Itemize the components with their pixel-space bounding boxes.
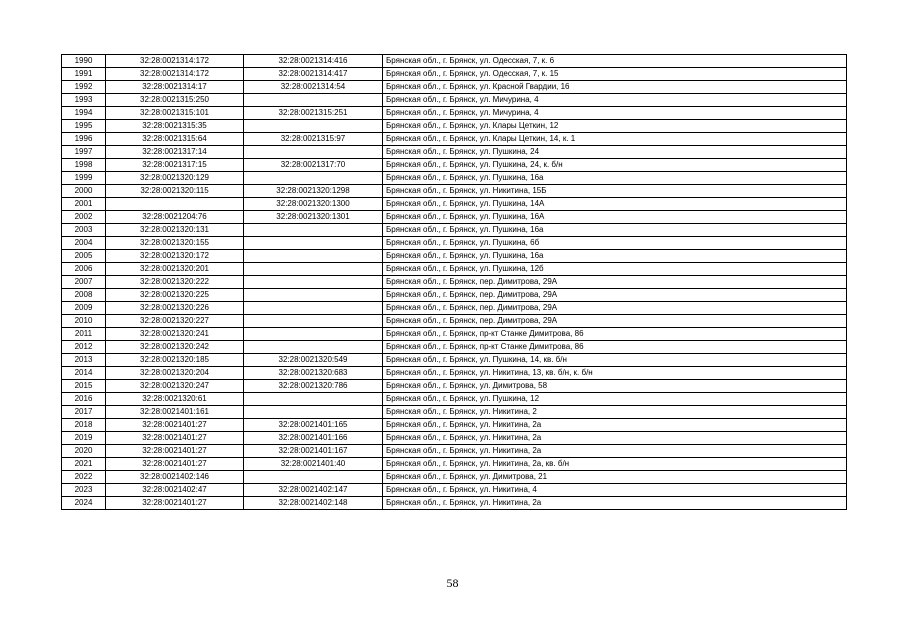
table-row bbox=[62, 302, 847, 315]
address-cell: Брянская обл., г. Брянск, пер. Димитрова, 29А bbox=[383, 302, 847, 315]
address-cell: Брянская обл., г. Брянск, ул. Никитина, 2а bbox=[383, 419, 847, 432]
cadastral-number-cell: 32:28:0021320:172 bbox=[106, 250, 244, 263]
row-number-cell: 2009 bbox=[62, 302, 106, 315]
row-number-cell: 2011 bbox=[62, 328, 106, 341]
table-row bbox=[62, 497, 847, 510]
linked-cadastral-number-cell: 32:28:0021401:166 bbox=[244, 432, 383, 445]
row-number-cell: 1996 bbox=[62, 133, 106, 146]
linked-cadastral-number-cell bbox=[244, 406, 383, 419]
linked-cadastral-number-cell bbox=[244, 302, 383, 315]
address-cell: Брянская обл., г. Брянск, ул. Никитина, 2а, кв. б/н bbox=[383, 458, 847, 471]
linked-cadastral-number-cell: 32:28:0021314:54 bbox=[244, 81, 383, 94]
row-number-cell: 1995 bbox=[62, 120, 106, 133]
address-cell: Брянская обл., г. Брянск, ул. Мичурина, 4 bbox=[383, 94, 847, 107]
linked-cadastral-number-cell bbox=[244, 341, 383, 354]
address-cell: Брянская обл., г. Брянск, ул. Никитина, 2а bbox=[383, 445, 847, 458]
linked-cadastral-number-cell: 32:28:0021320:683 bbox=[244, 367, 383, 380]
cadastral-number-cell: 32:28:0021320:201 bbox=[106, 263, 244, 276]
table-row bbox=[62, 133, 847, 146]
cadastral-number-cell: 32:28:0021401:27 bbox=[106, 497, 244, 510]
cadastral-number-cell: 32:28:0021320:226 bbox=[106, 302, 244, 315]
row-number-cell: 2010 bbox=[62, 315, 106, 328]
row-number-cell: 2008 bbox=[62, 289, 106, 302]
table-row bbox=[62, 276, 847, 289]
linked-cadastral-number-cell bbox=[244, 393, 383, 406]
linked-cadastral-number-cell: 32:28:0021315:97 bbox=[244, 133, 383, 146]
row-number-cell: 2018 bbox=[62, 419, 106, 432]
row-number-cell: 2005 bbox=[62, 250, 106, 263]
address-cell: Брянская обл., г. Брянск, ул. Никитина, 2а bbox=[383, 432, 847, 445]
address-cell: Брянская обл., г. Брянск, ул. Никитина, 2 bbox=[383, 406, 847, 419]
table-row bbox=[62, 393, 847, 406]
linked-cadastral-number-cell: 32:28:0021402:148 bbox=[244, 497, 383, 510]
row-number-cell: 1993 bbox=[62, 94, 106, 107]
cadastral-number-cell: 32:28:0021320:222 bbox=[106, 276, 244, 289]
linked-cadastral-number-cell: 32:28:0021317:70 bbox=[244, 159, 383, 172]
row-number-cell: 2024 bbox=[62, 497, 106, 510]
cadastral-number-cell: 32:28:0021402:146 bbox=[106, 471, 244, 484]
address-cell: Брянская обл., г. Брянск, ул. Пушкина, 16а bbox=[383, 172, 847, 185]
address-cell: Брянская обл., г. Брянск, ул. Красной Гвардии, 16 bbox=[383, 81, 847, 94]
cadastral-number-cell: 32:28:0021401:161 bbox=[106, 406, 244, 419]
cadastral-number-cell: 32:28:0021320:131 bbox=[106, 224, 244, 237]
address-cell: Брянская обл., г. Брянск, пер. Димитрова, 29А bbox=[383, 276, 847, 289]
address-cell: Брянская обл., г. Брянск, ул. Одесская, 7, к. 15 bbox=[383, 68, 847, 81]
linked-cadastral-number-cell bbox=[244, 250, 383, 263]
table-row bbox=[62, 471, 847, 484]
cadastral-number-cell: 32:28:0021315:64 bbox=[106, 133, 244, 146]
row-number-cell: 2000 bbox=[62, 185, 106, 198]
address-cell: Брянская обл., г. Брянск, ул. Димитрова, 21 bbox=[383, 471, 847, 484]
linked-cadastral-number-cell bbox=[244, 315, 383, 328]
registry-table-body bbox=[62, 55, 847, 510]
cadastral-number-cell: 32:28:0021320:225 bbox=[106, 289, 244, 302]
cadastral-number-cell: 32:28:0021315:35 bbox=[106, 120, 244, 133]
address-cell: Брянская обл., г. Брянск, пр-кт Станке Димитрова, 86 bbox=[383, 328, 847, 341]
table-row bbox=[62, 172, 847, 185]
linked-cadastral-number-cell bbox=[244, 276, 383, 289]
table-row bbox=[62, 198, 847, 211]
linked-cadastral-number-cell bbox=[244, 289, 383, 302]
row-number-cell: 2017 bbox=[62, 406, 106, 419]
row-number-cell: 2023 bbox=[62, 484, 106, 497]
cadastral-number-cell: 32:28:0021320:241 bbox=[106, 328, 244, 341]
row-number-cell: 2003 bbox=[62, 224, 106, 237]
row-number-cell: 2013 bbox=[62, 354, 106, 367]
table-row bbox=[62, 380, 847, 393]
table-row bbox=[62, 94, 847, 107]
row-number-cell: 2012 bbox=[62, 341, 106, 354]
table-row bbox=[62, 419, 847, 432]
linked-cadastral-number-cell bbox=[244, 94, 383, 107]
row-number-cell: 2004 bbox=[62, 237, 106, 250]
linked-cadastral-number-cell: 32:28:0021401:165 bbox=[244, 419, 383, 432]
cadastral-number-cell: 32:28:0021320:247 bbox=[106, 380, 244, 393]
row-number-cell: 1999 bbox=[62, 172, 106, 185]
table-row bbox=[62, 432, 847, 445]
row-number-cell: 1997 bbox=[62, 146, 106, 159]
address-cell: Брянская обл., г. Брянск, ул. Пушкина, 12б bbox=[383, 263, 847, 276]
address-cell: Брянская обл., г. Брянск, ул. Пушкина, 6б bbox=[383, 237, 847, 250]
address-cell: Брянская обл., г. Брянск, ул. Пушкина, 14А bbox=[383, 198, 847, 211]
row-number-cell: 1994 bbox=[62, 107, 106, 120]
linked-cadastral-number-cell bbox=[244, 237, 383, 250]
linked-cadastral-number-cell: 32:28:0021320:1301 bbox=[244, 211, 383, 224]
address-cell: Брянская обл., г. Брянск, ул. Одесская, 7, к. 6 bbox=[383, 55, 847, 68]
address-cell: Брянская обл., г. Брянск, ул. Никитина, 13, кв. б/н, к. б/н bbox=[383, 367, 847, 380]
table-row bbox=[62, 328, 847, 341]
cadastral-number-cell: 32:28:0021402:47 bbox=[106, 484, 244, 497]
linked-cadastral-number-cell: 32:28:0021314:417 bbox=[244, 68, 383, 81]
table-row bbox=[62, 484, 847, 497]
row-number-cell: 1991 bbox=[62, 68, 106, 81]
cadastral-number-cell: 32:28:0021320:115 bbox=[106, 185, 244, 198]
row-number-cell: 2001 bbox=[62, 198, 106, 211]
row-number-cell: 2020 bbox=[62, 445, 106, 458]
table-row bbox=[62, 289, 847, 302]
cadastral-number-cell: 32:28:0021320:227 bbox=[106, 315, 244, 328]
row-number-cell: 2002 bbox=[62, 211, 106, 224]
table-row bbox=[62, 263, 847, 276]
address-cell: Брянская обл., г. Брянск, ул. Клары Цеткин, 12 bbox=[383, 120, 847, 133]
table-row bbox=[62, 146, 847, 159]
table-row bbox=[62, 159, 847, 172]
linked-cadastral-number-cell: 32:28:0021320:786 bbox=[244, 380, 383, 393]
cadastral-number-cell: 32:28:0021401:27 bbox=[106, 432, 244, 445]
address-cell: Брянская обл., г. Брянск, ул. Мичурина, 4 bbox=[383, 107, 847, 120]
table-row bbox=[62, 185, 847, 198]
table-row bbox=[62, 315, 847, 328]
cadastral-number-cell: 32:28:0021314:172 bbox=[106, 55, 244, 68]
address-cell: Брянская обл., г. Брянск, пр-кт Станке Димитрова, 86 bbox=[383, 341, 847, 354]
cadastral-number-cell: 32:28:0021317:15 bbox=[106, 159, 244, 172]
table-row bbox=[62, 354, 847, 367]
address-cell: Брянская обл., г. Брянск, ул. Никитина, 4 bbox=[383, 484, 847, 497]
linked-cadastral-number-cell: 32:28:0021320:549 bbox=[244, 354, 383, 367]
row-number-cell: 2006 bbox=[62, 263, 106, 276]
cadastral-number-cell: 32:28:0021320:129 bbox=[106, 172, 244, 185]
cadastral-number-cell: 32:28:0021317:14 bbox=[106, 146, 244, 159]
address-cell: Брянская обл., г. Брянск, ул. Пушкина, 24, к. б/н bbox=[383, 159, 847, 172]
cadastral-number-cell: 32:28:0021320:155 bbox=[106, 237, 244, 250]
address-cell: Брянская обл., г. Брянск, ул. Никитина, 2а bbox=[383, 497, 847, 510]
row-number-cell: 1992 bbox=[62, 81, 106, 94]
address-cell: Брянская обл., г. Брянск, пер. Димитрова, 29А bbox=[383, 289, 847, 302]
row-number-cell: 1998 bbox=[62, 159, 106, 172]
cadastral-number-cell: 32:28:0021315:101 bbox=[106, 107, 244, 120]
linked-cadastral-number-cell: 32:28:0021314:416 bbox=[244, 55, 383, 68]
address-cell: Брянская обл., г. Брянск, пер. Димитрова, 29А bbox=[383, 315, 847, 328]
table-row bbox=[62, 458, 847, 471]
cadastral-number-cell: 32:28:0021204:76 bbox=[106, 211, 244, 224]
linked-cadastral-number-cell: 32:28:0021320:1300 bbox=[244, 198, 383, 211]
table-row bbox=[62, 68, 847, 81]
row-number-cell: 2015 bbox=[62, 380, 106, 393]
linked-cadastral-number-cell bbox=[244, 471, 383, 484]
page-number: 58 bbox=[446, 576, 459, 590]
row-number-cell: 2021 bbox=[62, 458, 106, 471]
table-row bbox=[62, 120, 847, 133]
row-number-cell: 2019 bbox=[62, 432, 106, 445]
table-row bbox=[62, 81, 847, 94]
row-number-cell: 2007 bbox=[62, 276, 106, 289]
address-cell: Брянская обл., г. Брянск, ул. Пушкина, 16А bbox=[383, 211, 847, 224]
cadastral-number-cell: 32:28:0021314:172 bbox=[106, 68, 244, 81]
table-row bbox=[62, 367, 847, 380]
linked-cadastral-number-cell bbox=[244, 120, 383, 133]
cadastral-number-cell bbox=[106, 198, 244, 211]
cadastral-number-cell: 32:28:0021401:27 bbox=[106, 445, 244, 458]
address-cell: Брянская обл., г. Брянск, ул. Пушкина, 12 bbox=[383, 393, 847, 406]
address-cell: Брянская обл., г. Брянск, ул. Пушкина, 24 bbox=[383, 146, 847, 159]
registry-table bbox=[61, 54, 847, 510]
cadastral-number-cell: 32:28:0021320:185 bbox=[106, 354, 244, 367]
linked-cadastral-number-cell: 32:28:0021401:40 bbox=[244, 458, 383, 471]
linked-cadastral-number-cell bbox=[244, 224, 383, 237]
table-row bbox=[62, 224, 847, 237]
table-row bbox=[62, 237, 847, 250]
linked-cadastral-number-cell bbox=[244, 263, 383, 276]
row-number-cell: 2014 bbox=[62, 367, 106, 380]
cadastral-number-cell: 32:28:0021320:242 bbox=[106, 341, 244, 354]
cadastral-number-cell: 32:28:0021314:17 bbox=[106, 81, 244, 94]
linked-cadastral-number-cell: 32:28:0021320:1298 bbox=[244, 185, 383, 198]
table-row bbox=[62, 341, 847, 354]
table-row bbox=[62, 107, 847, 120]
table-row bbox=[62, 211, 847, 224]
cadastral-number-cell: 32:28:0021320:61 bbox=[106, 393, 244, 406]
linked-cadastral-number-cell: 32:28:0021401:167 bbox=[244, 445, 383, 458]
address-cell: Брянская обл., г. Брянск, ул. Никитина, 15Б bbox=[383, 185, 847, 198]
address-cell: Брянская обл., г. Брянск, ул. Димитрова, 58 bbox=[383, 380, 847, 393]
linked-cadastral-number-cell bbox=[244, 146, 383, 159]
linked-cadastral-number-cell: 32:28:0021315:251 bbox=[244, 107, 383, 120]
address-cell: Брянская обл., г. Брянск, ул. Пушкина, 14, кв. б/н bbox=[383, 354, 847, 367]
address-cell: Брянская обл., г. Брянск, ул. Пушкина, 16а bbox=[383, 224, 847, 237]
linked-cadastral-number-cell bbox=[244, 328, 383, 341]
cadastral-number-cell: 32:28:0021401:27 bbox=[106, 419, 244, 432]
address-cell: Брянская обл., г. Брянск, ул. Клары Цеткин, 14, к. 1 bbox=[383, 133, 847, 146]
cadastral-number-cell: 32:28:0021401:27 bbox=[106, 458, 244, 471]
address-cell: Брянская обл., г. Брянск, ул. Пушкина, 16а bbox=[383, 250, 847, 263]
linked-cadastral-number-cell bbox=[244, 172, 383, 185]
linked-cadastral-number-cell: 32:28:0021402:147 bbox=[244, 484, 383, 497]
row-number-cell: 1990 bbox=[62, 55, 106, 68]
table-row bbox=[62, 445, 847, 458]
row-number-cell: 2016 bbox=[62, 393, 106, 406]
row-number-cell: 2022 bbox=[62, 471, 106, 484]
table-row bbox=[62, 250, 847, 263]
table-row bbox=[62, 55, 847, 68]
cadastral-number-cell: 32:28:0021320:204 bbox=[106, 367, 244, 380]
table-row bbox=[62, 406, 847, 419]
cadastral-number-cell: 32:28:0021315:250 bbox=[106, 94, 244, 107]
